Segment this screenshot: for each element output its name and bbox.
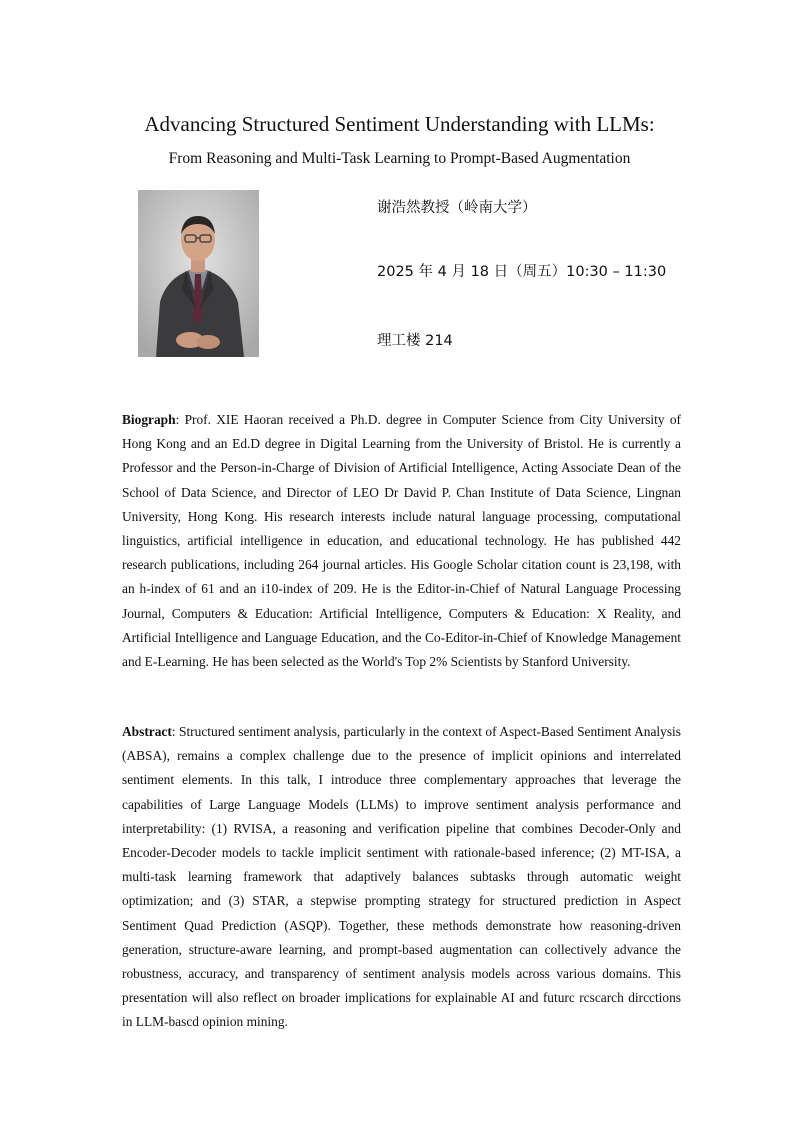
biography-paragraph <box>122 408 681 674</box>
abstract-separator: : <box>171 724 180 739</box>
abstract-text: Structured sentiment analysis, particularly in the context of Aspect-Based Sentiment Analysis (ABSA), remains a complex challenge due to the presence of implicit opinions and interrelated sentiment elements. In this talk, I introduce three complementary approaches that leverage the capabilities of Large Language Models (LLMs) to improve sentiment analysis performance and interpretability: (1) RVISA, a reasoning and verification pipeline that combines Decoder-Only and Encoder-Decoder models to tackle implicit sentiment with rationale-based inference; (2) MT-ISA, a multi-task learning framework that adaptively balances subtasks through automatic weight optimization; and (3) STAR, a stepwise prompting strategy for structured prediction in Aspect Sentiment Quad Prediction (ASQP). Together, these methods demonstrate how reasoning-driven generation, structure-aware learning, and prompt-based augmentation can collectively advance the robustness, accuracy, and transparency of sentiment analysis models across various domains. This presentation will also reflect on broader implications for explainable AI and futurc rcscarch dircctions in LLM-bascd opinion mining. <box>122 724 681 1030</box>
abstract-paragraph <box>122 720 681 1035</box>
speaker-photo <box>138 190 259 357</box>
biography-separator: : <box>175 412 185 427</box>
biography-text: Prof. XIE Haoran received a Ph.D. degree in Computer Science from City University of Hong Kong and an Ed.D degree in Digital Learning from the University of Bristol. He is currently a Professor and the Person-in-Charge of Division of Artificial Intelligence, Acting Associate Dean of the School of Data Science, and Director of LEO Dr David P. Chan Institute of Data Science, Lingnan University, Hong Kong. His research interests include natural language processing, computational linguistics, artificial intelligence in education, and educational technology. He has published 442 research publications, including 264 journal articles. His Google Scholar citation count is 23,198, with an h-index of 61 and an i10-index of 209. He is the Editor-in-Chief of Natural Language Processing Journal, Computers & Education: Artificial Intelligence, Computers & Education: X Reality, and Artificial Intelligence and Language Education, and the Co-Editor-in-Chief of Knowledge Management and E-Learning. He has been selected as the World's Top 2% Scientists by Stanford University. <box>122 412 681 670</box>
speaker-value: 谢浩然教授（岭南大学） <box>377 200 537 216</box>
time-value: 2025 年 4 月 18 日（周五）10:30 – 11:30 <box>377 264 667 280</box>
abstract-heading: Abstract <box>122 724 172 739</box>
talk-title: Advancing Structured Sentiment Understanding with LLMs: <box>144 112 655 136</box>
talk-subtitle: From Reasoning and Multi-Task Learning to Prompt-Based Augmentation <box>168 150 631 167</box>
place-value: 理工楼 214 <box>377 333 453 349</box>
portrait-photo-icon <box>138 190 259 357</box>
biography-heading: Biograph <box>122 412 176 427</box>
